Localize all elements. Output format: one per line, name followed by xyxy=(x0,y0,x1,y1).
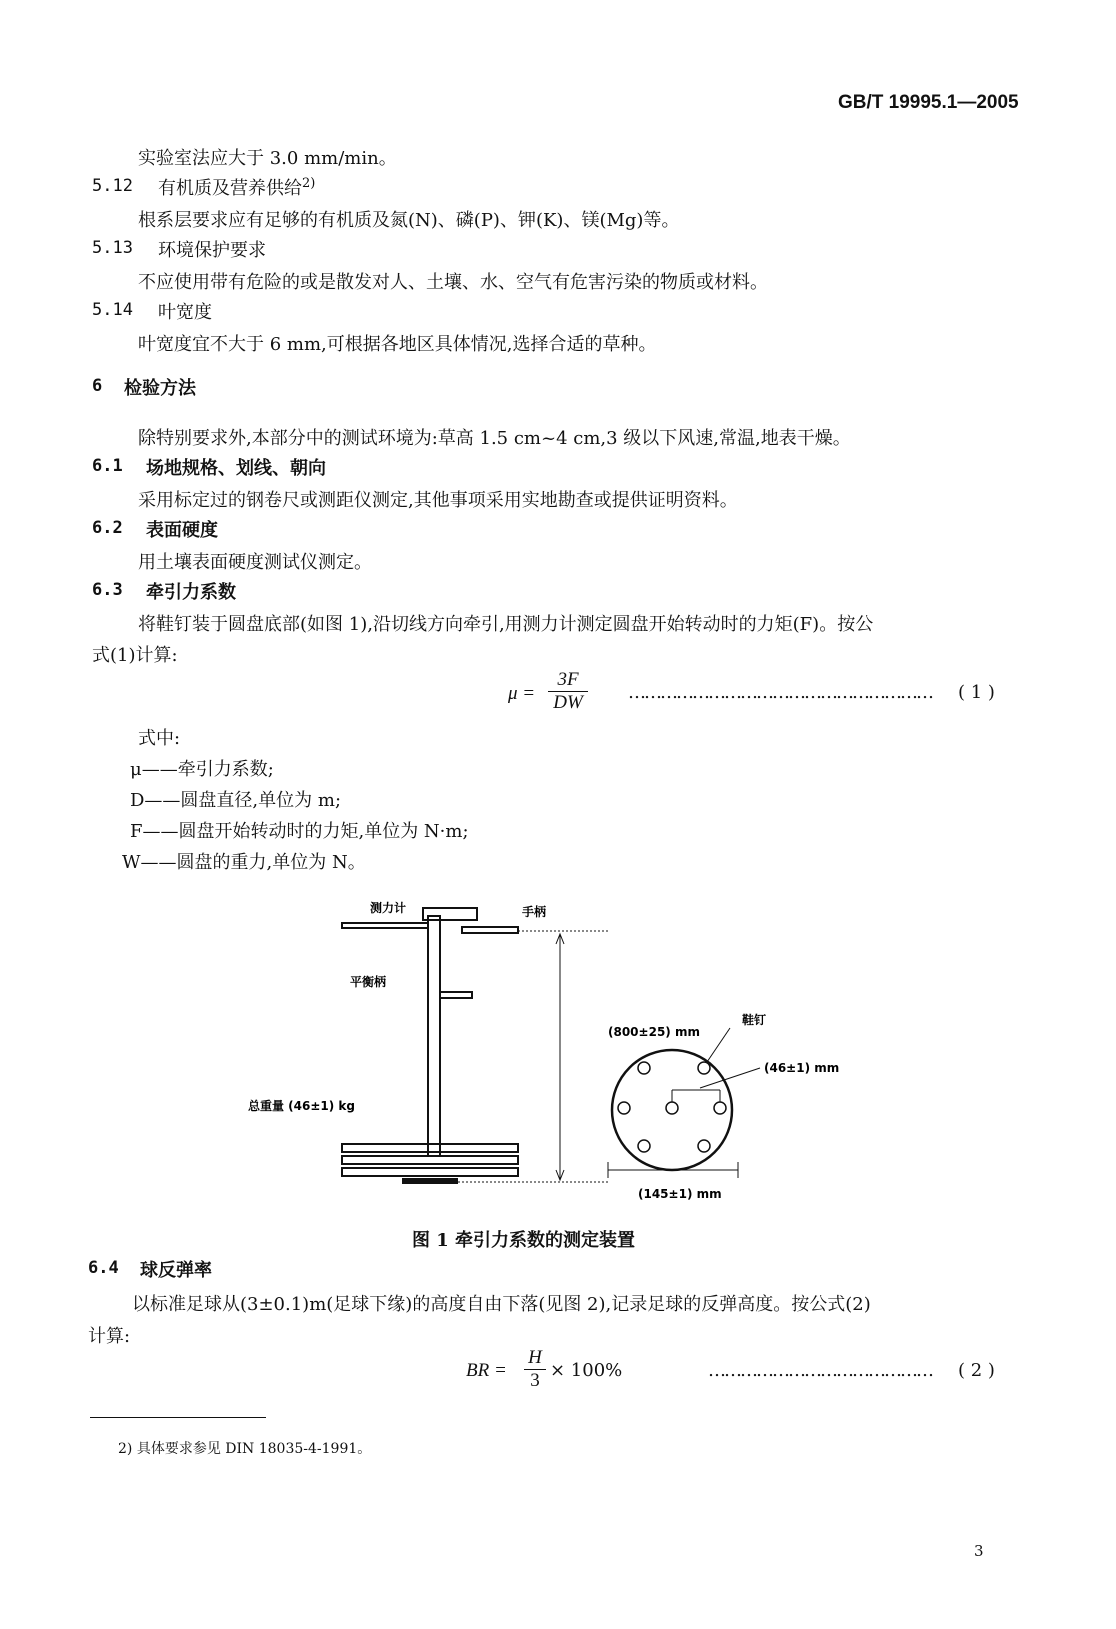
footnote-rule xyxy=(90,1417,266,1418)
paragraph-line: 以标准足球从(3±0.1)m(足球下缘)的高度自由下落(见图 2),记录足球的反弹高度。按公式(2) xyxy=(132,1294,871,1315)
spike-hole xyxy=(698,1140,710,1152)
top-block xyxy=(423,908,477,920)
where-label: 式中: xyxy=(138,728,181,749)
section-number: 6.3 xyxy=(92,580,123,600)
formula-2-leader: …………………………………… xyxy=(708,1360,932,1381)
formula-1-leader: ………………………………………………… xyxy=(628,682,932,703)
definition-line: D——圆盘直径,单位为 m; xyxy=(130,790,342,811)
base-plate xyxy=(342,1144,518,1152)
spike-leader xyxy=(707,1028,730,1062)
base-plate xyxy=(342,1156,518,1164)
formula-2-denominator: 3 xyxy=(530,1370,540,1391)
section-title: 场地规格、划线、朝向 xyxy=(146,458,326,479)
footnote-ref: 2) xyxy=(302,176,316,191)
standard-number: GB/T 19995.1—2005 xyxy=(838,92,1019,113)
section-number: 6 xyxy=(92,376,103,396)
formula-1-numerator: 3F xyxy=(557,669,579,690)
disc-bottom xyxy=(402,1178,458,1184)
paragraph-line: 将鞋钉装于圆盘底部(如图 1),沿切线方向牵引,用测力计测定圆盘开始转动时的力矩(F)。按公 xyxy=(138,614,874,635)
section-title: 表面硬度 xyxy=(146,520,218,541)
label-offset: (46±1) mm xyxy=(764,1061,840,1075)
section-number: 6.4 xyxy=(88,1258,119,1278)
paragraph-line: 除特别要求外,本部分中的测试环境为:草高 1.5 cm~4 cm,3 级以下风速,常温,地表干燥。 xyxy=(138,428,851,449)
label-handle: 手柄 xyxy=(522,905,547,919)
formula-2-fraction xyxy=(524,1348,546,1391)
meter-arm xyxy=(342,923,428,928)
section-title: 叶宽度 xyxy=(158,302,212,323)
label-spike: 鞋钉 xyxy=(742,1013,767,1027)
balance-handle xyxy=(440,992,472,998)
paragraph-line: 采用标定过的钢卷尺或测距仪测定,其他事项采用实地勘查或提供证明资料。 xyxy=(138,490,738,511)
label-width: (145±1) mm xyxy=(638,1187,722,1201)
definition-line: W——圆盘的重力,单位为 N。 xyxy=(122,852,366,873)
base-plate xyxy=(342,1168,518,1176)
paragraph-line: 用土壤表面硬度测试仪测定。 xyxy=(138,552,372,573)
spike-hole xyxy=(618,1102,630,1114)
section-number: 5.12 xyxy=(92,176,133,196)
handle xyxy=(462,927,518,933)
paragraph-line: 实验室法应大于 3.0 mm/min。 xyxy=(138,148,397,169)
spike-hole xyxy=(638,1062,650,1074)
paragraph-line: 不应使用带有危险的或是散发对人、土壤、水、空气有危害污染的物质或材料。 xyxy=(138,272,768,293)
formula-2-numerator: H xyxy=(528,1347,542,1368)
formula-1-number: ( 1 ) xyxy=(958,682,995,703)
section-title: 检验方法 xyxy=(124,378,196,399)
section-number: 5.14 xyxy=(92,300,133,320)
formula-1-lhs: μ = xyxy=(508,683,536,704)
figure-1-apparatus xyxy=(230,890,870,1220)
spike-hole xyxy=(698,1062,710,1074)
spike-hole xyxy=(666,1102,678,1114)
page-number: 3 xyxy=(974,1542,984,1560)
section-number: 6.1 xyxy=(92,456,123,476)
label-balance-handle: 平衡柄 xyxy=(350,975,387,989)
paragraph-line: 式(1)计算: xyxy=(92,645,178,666)
figure-caption: 图 1 牵引力系数的测定装置 xyxy=(412,1230,636,1251)
formula-1-denominator: DW xyxy=(553,692,583,713)
section-title: 环境保护要求 xyxy=(158,240,266,261)
label-diameter: (800±25) mm xyxy=(608,1025,700,1039)
definition-line: F——圆盘开始转动时的力矩,单位为 N·m; xyxy=(130,821,469,842)
shaft xyxy=(428,916,440,1156)
section-title: 球反弹率 xyxy=(140,1260,212,1281)
formula-2-rhs: × 100% xyxy=(550,1360,623,1381)
section-number: 6.2 xyxy=(92,518,123,538)
section-title: 有机质及营养供给$^{2)}$ xyxy=(158,176,316,199)
definition-line: μ——牵引力系数; xyxy=(130,759,274,780)
spike-hole xyxy=(714,1102,726,1114)
formula-2-number: ( 2 ) xyxy=(958,1360,995,1381)
footnote: 2) 具体要求参见 DIN 18035-4-1991。 xyxy=(118,1441,372,1457)
paragraph-line: 根系层要求应有足够的有机质及氮(N)、磷(P)、钾(K)、镁(Mg)等。 xyxy=(138,210,680,231)
formula-2-lhs: BR = xyxy=(466,1360,507,1381)
spike-hole xyxy=(638,1140,650,1152)
paragraph-line: 计算: xyxy=(88,1326,131,1347)
label-meter: 测力计 xyxy=(370,901,407,915)
section-number: 5.13 xyxy=(92,238,133,258)
label-total-weight: 总重量 (46±1) kg xyxy=(248,1099,355,1113)
section-title: 牵引力系数 xyxy=(146,582,236,603)
formula-1-fraction xyxy=(548,670,588,713)
paragraph-line: 叶宽度宜不大于 6 mm,可根据各地区具体情况,选择合适的草种。 xyxy=(138,334,657,355)
